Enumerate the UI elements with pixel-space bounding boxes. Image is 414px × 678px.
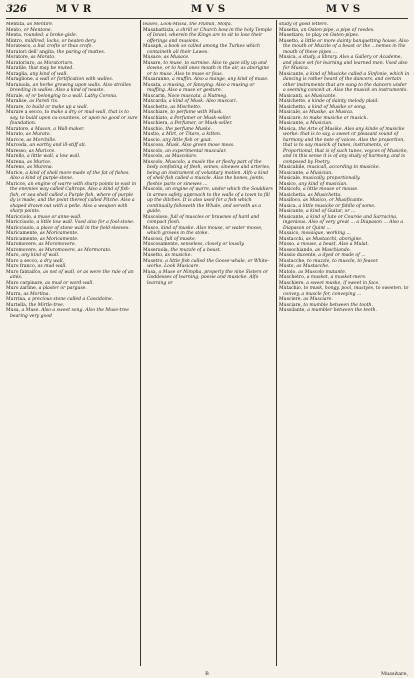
- definition: as Moromovere.: [37, 242, 76, 247]
- definition: a kind of Guitar, or ...: [304, 209, 356, 214]
- definition: as not of wall, or as were the rule of an amis.: [10, 269, 134, 280]
- dictionary-entry: [6, 83, 138, 94]
- definition: to perfume with Musk.: [168, 110, 223, 115]
- headword: Musata,: [143, 82, 162, 88]
- headword: Muro zarline,: [6, 286, 38, 291]
- definition: a wall or fortification with walles.: [34, 77, 114, 82]
- definition: a precious stone called a Cassidoine.: [26, 297, 114, 302]
- definition: kind of muske. Also mouse, or water mosse, which growes in the stoke.: [147, 225, 263, 236]
- definition: a place of stone wall in the field-sleeves.: [35, 225, 130, 231]
- definition: an earthy and ill-stiff sti.: [28, 143, 87, 148]
- dictionary-entry: [6, 110, 138, 127]
- definition: as Muscolo mutante.: [296, 269, 347, 275]
- head-word-left: MVR: [56, 4, 96, 15]
- dictionary-entry: [143, 44, 274, 55]
- headword: Muschetro,: [279, 275, 306, 280]
- headword: Mussio ducente,: [279, 253, 317, 258]
- headword: Muratore,: [6, 126, 30, 132]
- definition: any kind of wall.: [28, 71, 68, 77]
- definition: as Murena.: [25, 165, 54, 170]
- headword: Murtella,: [6, 302, 28, 308]
- headword: Museruola,: [143, 247, 170, 253]
- definition: to mumble between the tooth.: [301, 302, 373, 308]
- headword: Murare a secco,: [6, 110, 44, 115]
- headword: Musicante,: [279, 214, 305, 220]
- definition: a kind of Musk. Also muscari.: [167, 99, 238, 104]
- definition: as Musichetta.: [306, 192, 342, 198]
- headword: Mureno,: [6, 165, 26, 170]
- headword: Muscosamente,: [143, 242, 180, 247]
- page-number: 326: [6, 4, 27, 15]
- definition: Noce muscata, a Nutmeg.: [166, 93, 228, 99]
- headword: Mintro,: [6, 38, 24, 44]
- definition: the paring of mattes.: [55, 49, 106, 55]
- dictionary-entry: [279, 39, 410, 56]
- headword: Musico,: [279, 181, 298, 187]
- headword: Muro a secco,: [6, 258, 39, 264]
- headword: Muricce,: [6, 181, 27, 187]
- definition: a mouse, a beast. Also a Mulat.: [295, 242, 369, 247]
- dictionary-entry: [279, 72, 410, 94]
- definition: musically, proportionally.: [301, 176, 361, 181]
- dictionary-entry: [279, 55, 410, 72]
- definition: as Musico, or Musificante.: [301, 198, 364, 203]
- dictionary-entry: [6, 171, 138, 182]
- headword: Musichetta,: [279, 192, 307, 198]
- headword: Mento,: [6, 27, 23, 33]
- definition: as Maschiando.: [313, 247, 351, 253]
- dictionary-entry: [279, 308, 410, 314]
- definition: a kind of lute or Coursie and Sarracina, ingenious. Also of very great ... a Diapason ... Also a Diapason or Quint ...: [283, 214, 404, 231]
- headword: Musicante,: [279, 170, 305, 176]
- headword: Musa,: [6, 308, 21, 313]
- headword: Murato,: [6, 132, 25, 137]
- definition: a dyed or made of ...: [316, 253, 366, 258]
- definition: a little fish called the Goose-whale, or White-worke. Look Musicare.: [147, 258, 270, 269]
- definition: a Perfumer, or Musk-seller.: [168, 121, 233, 126]
- headword: Murello,: [6, 154, 26, 159]
- head-word-right: MVS: [326, 4, 365, 15]
- definition: a shrill or Church bow in the holy Temple of Israel, wherein the Kings are to sit to lose their offerings and musions.: [147, 27, 272, 44]
- headword: Muscosi,: [143, 236, 164, 242]
- definition: study of good letters.: [279, 22, 329, 27]
- definition: rounded, a broke-gisle.: [22, 33, 78, 38]
- dictionary-entry: [279, 127, 410, 166]
- definition: as Mustacchi, aborigine.: [304, 236, 363, 242]
- definition: a Musician.: [304, 121, 333, 126]
- definition: a kind of Musike or song.: [306, 104, 367, 110]
- definition: as Musace.: [162, 55, 190, 60]
- definition: as Mentire.: [25, 22, 54, 27]
- definition: musicall, according to musicke.: [305, 165, 380, 170]
- headword: Musifoco,: [279, 198, 302, 203]
- definition: a little mouse or mouse.: [301, 187, 359, 192]
- headword: Musicabile,: [279, 165, 306, 170]
- headword: Musicare,: [279, 115, 302, 121]
- definition: to build or make up a wall.: [24, 104, 89, 110]
- headword: Musciere,: [279, 297, 302, 302]
- dictionary-entry: [143, 226, 274, 237]
- headword: Muraglia,: [6, 71, 29, 77]
- running-head: [6, 4, 408, 18]
- headword: Musaranno,: [143, 77, 171, 82]
- headword: Menta,: [6, 33, 23, 38]
- headword: Musica,: [279, 126, 298, 132]
- headword: Mustio,: [143, 132, 161, 137]
- definition: as Morato.: [29, 55, 56, 60]
- headword: Murra,: [6, 291, 23, 297]
- headword: Muromovere,: [6, 242, 38, 247]
- dictionary-entry: [143, 28, 274, 45]
- headword: Moratesco,: [6, 44, 32, 49]
- column-right: [279, 22, 410, 666]
- headword: Muscoloso,: [143, 214, 169, 220]
- headword: Muro,: [6, 253, 20, 258]
- headword: Musicanti,: [279, 93, 304, 99]
- dictionary-entry: [143, 270, 274, 287]
- headword: Musco,: [143, 225, 160, 231]
- definition: any kind of wall.: [19, 253, 60, 258]
- definition: the perfume Muske.: [164, 126, 213, 132]
- headword: Muschio,: [143, 126, 165, 132]
- definition: as Morchille.: [25, 137, 57, 143]
- definition: as Musike, as Musica.: [301, 110, 354, 115]
- definition: a Perfumer or Musk-seller.: [168, 115, 232, 121]
- headword: Muschiera,: [143, 121, 169, 126]
- headword: Muro franco,: [6, 264, 37, 269]
- headword: Muricciuolo,: [6, 220, 36, 225]
- definition: as Murice.: [25, 159, 52, 165]
- headword: Musetta,: [279, 27, 300, 33]
- headword: Muschetto,: [143, 104, 169, 110]
- definition: of or belonging to a wall. Lathy Corona.: [24, 93, 118, 99]
- headword: Muscolo,: [143, 154, 164, 159]
- headword: Mustacche,: [279, 258, 306, 264]
- headword: Muscarin,: [143, 93, 167, 99]
- definition: a Muse. Also a sweet song. Also the Muse-tree bearing very good: [10, 308, 129, 319]
- dictionary-entry: [143, 187, 274, 215]
- definition: any kind of musician.: [297, 181, 348, 187]
- headword: Musa,: [143, 269, 158, 275]
- headword: Mustacchi,: [279, 236, 305, 242]
- definition: the Mirtle-tree.: [27, 302, 65, 308]
- headword: Musciare,: [279, 302, 302, 308]
- dictionary-entry: [6, 308, 138, 319]
- headword: Muschiere,: [279, 280, 305, 286]
- headword: Muratori dell' angita,: [6, 49, 56, 55]
- headword: Musaph,: [143, 44, 163, 49]
- headword: Musare,: [143, 60, 162, 66]
- definition: a sweet muske, if sweet in face.: [304, 280, 380, 286]
- definition: as Mischetto.: [168, 104, 202, 110]
- headword: Musetto,: [279, 38, 300, 44]
- headword: Mussochiando,: [279, 247, 314, 253]
- definition: a kind of shell more-made of the fat of fishes. Also a kind of purple-stone.: [10, 170, 130, 181]
- headword: Musace,: [143, 55, 163, 60]
- headword: Muricamente,: [6, 236, 39, 242]
- head-word-center: MVS: [191, 4, 230, 15]
- definition: as Musciare.: [301, 297, 333, 302]
- headword: Musetro,: [143, 258, 164, 264]
- definition: as Pareti ris.: [27, 99, 59, 104]
- definition: as Moratoriuro.: [35, 60, 74, 66]
- definition: a little wall, a low wall.: [25, 154, 81, 159]
- definition: the muzzle of a beast.: [169, 247, 221, 253]
- headword: Musetto,: [143, 253, 164, 258]
- dictionary-entry: [143, 61, 274, 78]
- headword: Murcce,: [6, 137, 25, 143]
- headword: Muro carpinare,: [6, 280, 44, 286]
- headword: Musicante,: [279, 71, 305, 77]
- headword: Musicante,: [279, 121, 305, 126]
- definition: the Arte of Musike. Also any kinde of musicke worke: that is to say, a sweet or pleasant sound of harmony and the note of voices. Also the proportion, that is to say musick of tunes, instruments, or Proportional, that is of such tunes, voyces of Musicke, and in this sense it is of any study of harmony, and is composed by Poetry.: [283, 126, 408, 165]
- definition: a muse or anne-wall.: [32, 214, 82, 220]
- column-middle: [143, 22, 274, 666]
- signature-mark: B: [205, 671, 209, 677]
- definition: mosaique, working ...: [299, 231, 351, 236]
- definition: a study, a library. Also a Gallery or Academe, and place set for learning and learned men. Vsed also for Musica.: [283, 55, 408, 71]
- headword: Murena,: [6, 159, 26, 165]
- headword: Muro fantaifco,: [6, 269, 42, 275]
- headword: Muricamente,: [6, 231, 39, 236]
- headword: Muricciolo,: [6, 214, 33, 220]
- headword: Muscolo,: [143, 148, 164, 154]
- headword: Mussilante,: [279, 308, 306, 313]
- headword: Muscoso,: [143, 143, 165, 148]
- column-divider: [276, 20, 277, 666]
- definition: full of muske.: [163, 236, 197, 242]
- definition: a musing, or fansying. Also a musing or muffing. Also a muse or gesture.: [147, 82, 255, 93]
- header-rule: [6, 18, 408, 19]
- headword: Musichette,: [279, 99, 307, 104]
- headword: Muromovere,: [6, 247, 38, 253]
- definition: as Muscolare.: [163, 154, 198, 159]
- headword: Muralise,: [6, 99, 28, 104]
- column-divider: [140, 20, 141, 666]
- definition: as Moricamente.: [38, 236, 79, 242]
- definition: to muse, to surmise. Also to gaze idly up and downe, or to hold ones mouth in the air, as aborigine or to muse. Also to muse or fous.: [147, 60, 270, 77]
- headword: Mutachio,: [279, 286, 303, 291]
- headword: Muschiare,: [143, 110, 169, 115]
- headword: Musicale,: [279, 110, 302, 115]
- definition: as Mortina.: [22, 291, 50, 297]
- definition: an engine of warre, under which the Souldiers in armes safety approach to the walls of a town to fill up the ditches. It is also used for a fish which continually followeth the Whale, and serveth as a guide.: [147, 187, 273, 214]
- headword: Musettare,: [279, 33, 305, 38]
- definition: a plaster or parguse.: [37, 286, 87, 291]
- headword: Muschiato,: [143, 115, 169, 121]
- headword: Murceda,: [6, 143, 29, 148]
- headword: Musicale,: [279, 176, 302, 181]
- definition: as mud-wall.: [36, 264, 67, 269]
- catchword: Mussitare,: [381, 671, 408, 677]
- definition: any little fish or goat.: [161, 137, 213, 143]
- definition: to musk, hongy, pool, mustyes, to sweeten, to convey, a muscle for, conveying ...: [283, 286, 409, 297]
- definition: leaves, Look-Missa, the Plumill, Molfa.: [143, 22, 233, 27]
- dictionary-entry: [6, 270, 138, 281]
- definition: full of muscles or brawnes of hard and compact flesh.: [147, 214, 260, 225]
- headword: Mentita,: [6, 22, 26, 27]
- definition: to play on Oaten-pipes.: [304, 33, 360, 38]
- headword: Murrina,: [6, 297, 27, 302]
- definition: a Muse or Nimpha, properly the nine Sisters or Goddesses of learning, poesie and musicke. Alfo learning or: [147, 269, 268, 286]
- definition: a Musician.: [304, 170, 333, 176]
- definition: as Moricamente.: [38, 231, 79, 236]
- definition: as Muricce.: [27, 148, 56, 154]
- definition: an Oaten-pipe, a pipe of reedes.: [299, 27, 375, 33]
- definition: Muscolo, a musle the or fleshy part of the body confisting of flesh, veines, sinewes and arteries, being an instrument of voluntary motion. Alfo a kind of shell-fish called a muscle. Also the bones, joints, fleshie parts or sinewes ...: [147, 159, 271, 187]
- headword: Muratile,: [6, 66, 28, 71]
- definition: a but crofte or thus crofe.: [31, 44, 93, 49]
- definition: as mud or word-wall.: [43, 280, 94, 286]
- definition: that may be muted.: [27, 66, 74, 71]
- dictionary-entry: [279, 286, 410, 297]
- headword: Musichetto,: [279, 104, 307, 110]
- definition: an herbe growing upon walls. Also strolles breeding in walles. Also a kind of neaste.: [10, 82, 131, 93]
- column-left: [6, 22, 138, 666]
- headword: Muscarda,: [143, 99, 168, 104]
- definition: a musket, a musket-mere.: [305, 275, 367, 280]
- dictionary-entry: [143, 259, 274, 270]
- definition: a mumbler between the teeth.: [305, 308, 377, 313]
- headword: Musabattista,: [143, 27, 175, 33]
- definition: a muffin. Also a mange, any kind of muse.: [170, 77, 269, 82]
- definition: as Murato.: [24, 132, 51, 137]
- headword: Murare,: [6, 104, 25, 110]
- headword: Murale,: [6, 93, 25, 99]
- definition: or Mentone.: [22, 27, 53, 33]
- headword: Muraglione,: [6, 77, 35, 82]
- definition: a Mirt, or Titaro, a kitten.: [160, 132, 222, 137]
- headword: Moratore,: [6, 55, 30, 60]
- definition: a little musicke or fiddle of some.: [297, 203, 376, 209]
- definition: a kind of Musicke called a Sinfonie, which in dancing is rather heard of the dancers, and certain other instruments that are sung to the dancers under a seeming conceit at. Also the musick on instruments.: [283, 71, 410, 93]
- headword: Musicante,: [279, 209, 305, 214]
- headword: Murice,: [6, 170, 24, 176]
- headword: Muscolo,: [143, 159, 164, 165]
- definition: an engine of warre with sharp points to east in the enemies way called Caltrops. Also a kind of fish-fish, or sea-shell called a Purple fish, where of purple dy is made, and the point thereof called Pitche. Also a shaped drawn out with a pelle. Also a weapon with sharp points.: [10, 181, 137, 214]
- headword: Muratoriuro,: [6, 60, 36, 66]
- dictionary-entry: [279, 215, 410, 232]
- headword: Musso,: [279, 242, 296, 247]
- definition: mildired, locks, or beaten dery.: [23, 38, 97, 44]
- definition: a kinde of dainty melody plaid.: [306, 99, 379, 104]
- headword: Musica,: [279, 55, 298, 60]
- headword: Muscolo,: [143, 187, 164, 192]
- dictionary-entry: [6, 182, 138, 215]
- definition: a Mason, a Wall-maker.: [29, 126, 85, 132]
- headword: Muraiuola,: [6, 82, 32, 88]
- headword: Musto,: [279, 264, 295, 269]
- definition: Musk. Also green mose moss.: [164, 143, 235, 148]
- definition: to muzzle, to muscle, to feasor.: [305, 258, 379, 264]
- definition: as musicke.: [163, 253, 192, 258]
- definition: senseless, closely or lousily.: [179, 242, 245, 247]
- definition: as Musicante.: [303, 93, 337, 99]
- definition: a little low wall. Vsed also for a fool-stone.: [35, 220, 135, 225]
- headword: Muscio,: [143, 137, 162, 143]
- headword: Mutolo,: [279, 269, 297, 275]
- definition: to make a dry or mud-wall, that is to say, to build upon ca-countess, or upon no good or sure foundation.: [10, 110, 138, 126]
- headword: Musaico,: [279, 231, 300, 236]
- definition: as Muromovere, as Mormorato.: [37, 247, 112, 253]
- definition: as Mustacche.: [294, 264, 330, 269]
- dictionary-entry: [143, 215, 274, 226]
- definition: a little or more dainty banquetting house. Also the mouth or Muzzle of a beast or the ...nemes in the mouth of these pipes ...: [283, 38, 409, 55]
- definition: a book so called among the Turkes which containeth all their Lawes.: [147, 44, 260, 55]
- definition: an experimental muscular.: [163, 148, 227, 154]
- dictionary-entry: [143, 160, 274, 188]
- headword: Muricciuolo,: [6, 225, 36, 231]
- dictionary-entry: [143, 83, 274, 94]
- definition: to make musicke or musick.: [301, 115, 368, 121]
- headword: Musica,: [279, 203, 298, 209]
- definition: a dry wall.: [38, 258, 65, 264]
- headword: Musicofo,: [279, 187, 302, 192]
- headword: Muresso,: [6, 148, 28, 154]
